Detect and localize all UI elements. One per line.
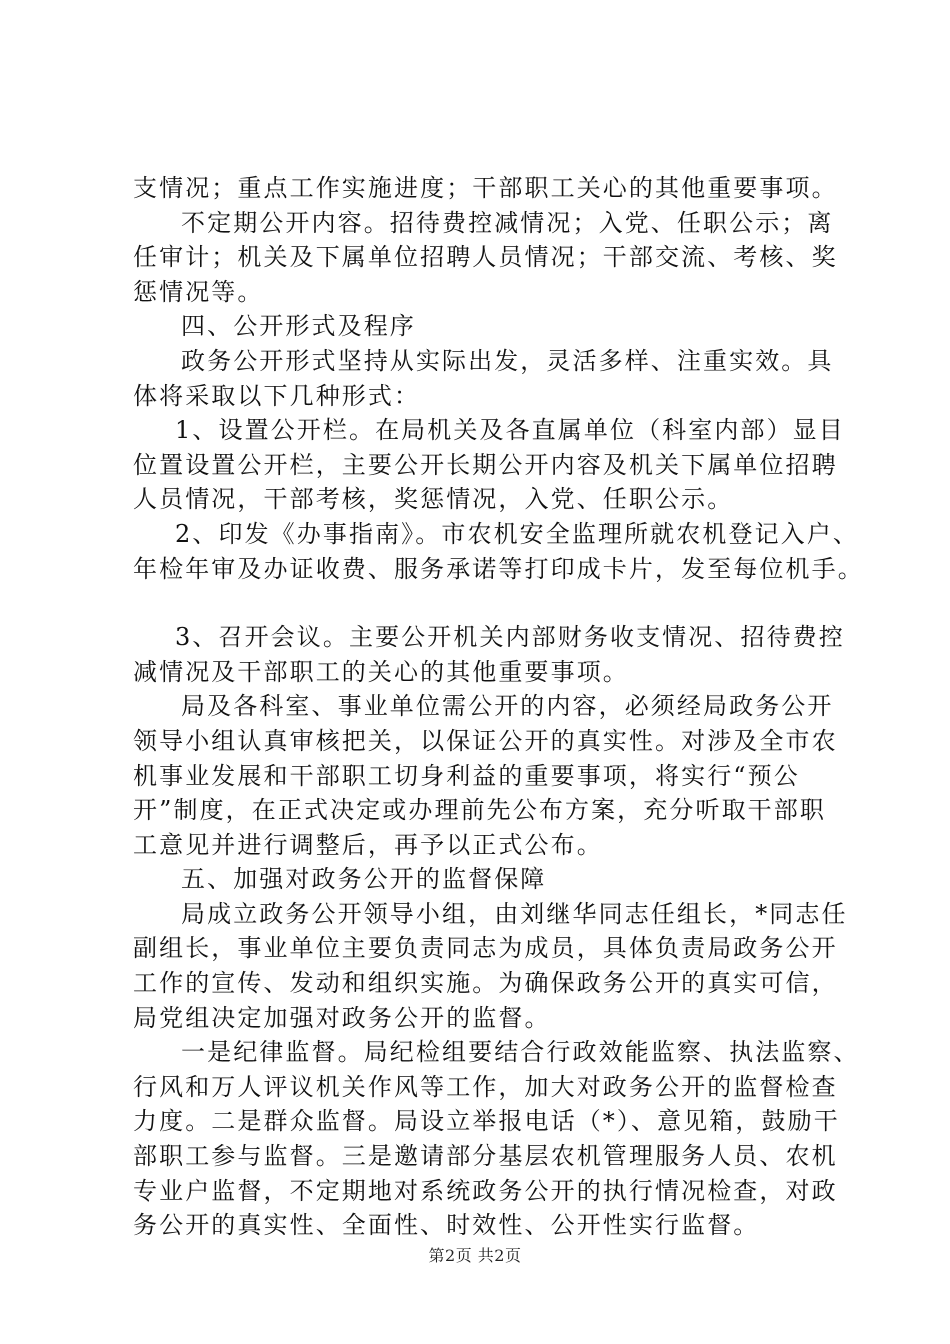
- text-line: 2、印发《办事指南》。市农机安全监理所就农机登记入户、: [175, 519, 859, 548]
- text-line: 部职工参与监督。三是邀请部分基层农机管理服务人员、农机: [133, 1142, 838, 1171]
- text-line: 务公开的真实性、全面性、时效性、公开性实行监督。: [133, 1211, 760, 1240]
- text-line: 1、设置公开栏。在局机关及各直属单位（科室内部）显目: [175, 416, 845, 445]
- text-line: 位置设置公开栏，主要公开长期公开内容及机关下属单位招聘: [133, 450, 838, 479]
- text-line: 局党组决定加强对政务公开的监督。: [133, 1003, 551, 1032]
- paragraph-gap: [133, 586, 843, 620]
- text-line: 局成立政务公开领导小组，由刘继华同志任组长，*同志任: [181, 899, 848, 928]
- text-line: 减情况及干部职工的关心的其他重要事项。: [133, 657, 629, 686]
- text-line: 一是纪律监督。局纪检组要结合行政效能监察、执法监察、: [181, 1038, 860, 1067]
- text-line: 惩情况等。: [133, 277, 264, 306]
- text-line: 支情况；重点工作实施进度；干部职工关心的其他重要事项。: [133, 174, 838, 202]
- text-line: 工作的宣传、发动和组织实施。为确保政务公开的真实可信，: [133, 969, 838, 998]
- document-body: [133, 171, 864, 1243]
- text-line: 局及各科室、事业单位需公开的内容，必须经局政务公开: [181, 692, 834, 721]
- text-line: 年检年审及办证收费、服务承诺等打印成卡片，发至每位机手。: [133, 554, 864, 583]
- text-line: 不定期公开内容。招待费控减情况；入党、任职公示；离: [181, 208, 834, 237]
- section-heading: 四、公开形式及程序: [181, 312, 416, 341]
- text-line: 政务公开形式坚持从实际出发，灵活多样、注重实效。具: [181, 346, 834, 375]
- text-line: 工意见并进行调整后，再予以正式公布。: [133, 830, 603, 859]
- page-number-footer: 第2页 共2页: [428, 1246, 522, 1265]
- text-line: 领导小组认真审核把关，以保证公开的真实性。对涉及全市农: [133, 726, 838, 755]
- text-line: 行风和万人评议机关作风等工作，加大对政务公开的监督检查: [133, 1072, 838, 1101]
- text-line: 体将采取以下几种形式：: [133, 381, 421, 410]
- section-heading: 五、加强对政务公开的监督保障: [181, 865, 547, 894]
- text-line: 任审计；机关及下属单位招聘人员情况；干部交流、考核、奖: [133, 243, 838, 272]
- text-line: 3、召开会议。主要公开机关内部财务收支情况、招待费控: [175, 623, 845, 652]
- text-line: 力度。二是群众监督。局设立举报电话（*）、意见箱，鼓励干: [133, 1107, 840, 1136]
- text-line: 人员情况，干部考核，奖惩情况，入党、任职公示。: [133, 485, 734, 514]
- text-line: 机事业发展和干部职工切身利益的重要事项，将实行“预公: [133, 761, 800, 790]
- text-line: 开”制度，在正式决定或办理前先公布方案，充分听取干部职: [133, 796, 826, 825]
- text-line: 专业户监督，不定期地对系统政务公开的执行情况检查，对政: [133, 1176, 838, 1205]
- text-line: 副组长，事业单位主要负责同志为成员，具体负责局政务公开: [133, 934, 838, 963]
